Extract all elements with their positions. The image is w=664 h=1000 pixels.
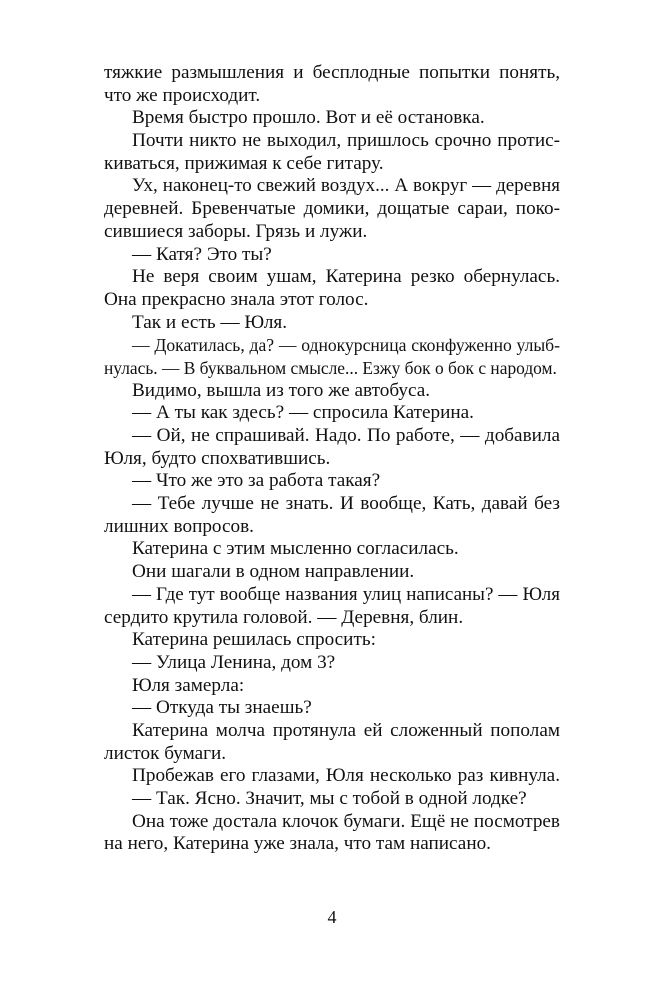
text-line: — Тебе лучше не знать. И вообще, Кать, давай без xyxy=(132,493,560,515)
text-line: деревней. Бревенчатые домики, дощатые сараи, поко- xyxy=(104,198,560,220)
text-line: — Катя? Это ты? xyxy=(132,243,272,265)
text-line: лишних вопросов. xyxy=(104,515,254,537)
text-line: Пробежав его глазами, Юля несколько раз кивнула. xyxy=(132,765,560,787)
text-line: что же происходит. xyxy=(104,84,261,106)
text-line: Не веря своим ушам, Катерина резко обернулась. xyxy=(132,266,560,288)
text-line: Катерина решилась спросить: xyxy=(132,629,376,651)
text-line: — Докатилась, да? — однокурсница сконфуженно улыб- xyxy=(132,335,560,356)
text-line: киваться, прижимая к себе гитару. xyxy=(104,152,384,174)
page-number: 4 xyxy=(327,907,337,927)
text-line: нулась. — В буквальном смысле... Езжу бок о бок с народом. xyxy=(104,357,557,378)
text-line: Юля, будто спохватившись. xyxy=(104,447,331,469)
text-line: Ух, наконец-то свежий воздух... А вокруг — деревня xyxy=(132,175,560,197)
text-line: — Так. Ясно. Значит, мы с тобой в одной лодке? xyxy=(132,788,527,809)
text-line: Так и есть — Юля. xyxy=(132,311,288,333)
text-line: Они шагали в одном направлении. xyxy=(132,561,415,583)
text-line: сившиеся заборы. Грязь и лужи. xyxy=(104,220,368,242)
text-line: Почти никто не выходил, пришлось срочно протис- xyxy=(132,130,560,152)
page-text-block xyxy=(104,62,560,856)
text-line: Она тоже достала клочок бумаги. Ещё не посмотрев xyxy=(132,810,560,832)
text-line: Катерина с этим мысленно согласилась. xyxy=(132,538,459,560)
text-line: на него, Катерина уже знала, что там написано. xyxy=(104,833,491,855)
text-line: — Что же это за работа такая? xyxy=(132,470,381,492)
text-line: Она прекрасно знала этот голос. xyxy=(104,288,369,310)
text-line: тяжкие размышления и бесплодные попытки понять, xyxy=(104,62,560,83)
text-line: листок бумаги. xyxy=(104,742,227,764)
text-line: — Где тут вообще названия улиц написаны? — Юля xyxy=(132,583,560,605)
text-line: Время быстро прошло. Вот и её остановка. xyxy=(132,107,485,129)
text-line: сердито крутила головой. — Деревня, блин. xyxy=(104,606,464,628)
text-line: Видимо, вышла из того же автобуса. xyxy=(132,379,431,401)
text-line: — Улица Ленина, дом 3? xyxy=(132,651,336,673)
text-line: — Откуда ты знаешь? xyxy=(132,697,312,719)
text-line: Юля замерла: xyxy=(132,674,245,696)
text-line: — А ты как здесь? — спросила Катерина. xyxy=(132,402,474,424)
text-line: Катерина молча протянула ей сложенный пополам xyxy=(132,719,560,741)
text-line: — Ой, не спрашивай. Надо. По работе, — добавила xyxy=(132,425,560,446)
